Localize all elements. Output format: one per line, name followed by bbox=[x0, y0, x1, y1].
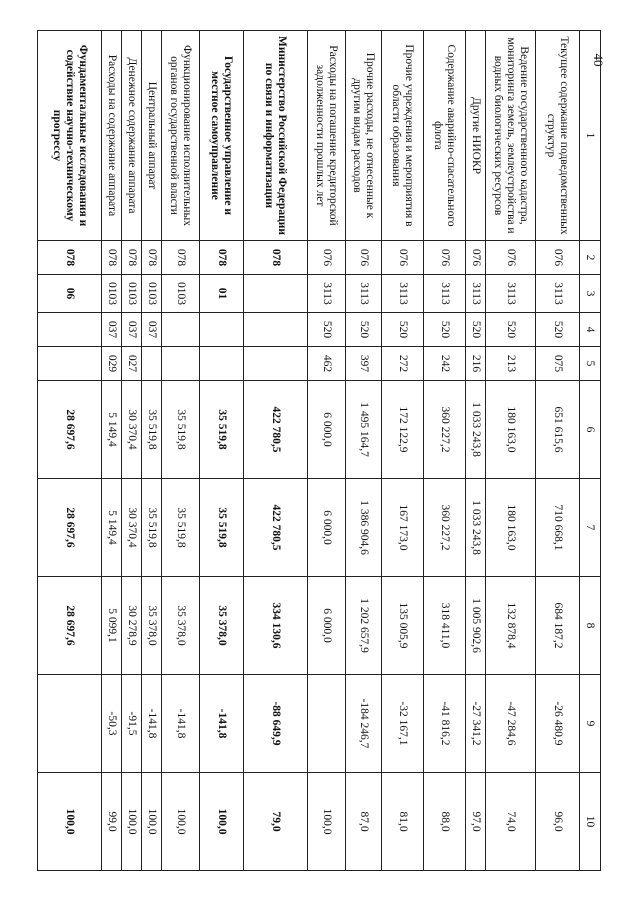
value-cell: 35 378,0 bbox=[162, 577, 200, 675]
code-cell: 520 bbox=[382, 313, 424, 347]
code-cell: 01 bbox=[200, 275, 244, 313]
value-cell: 74,0 bbox=[486, 773, 536, 871]
value-cell: -27 341,2 bbox=[466, 675, 486, 773]
code-cell: 037 bbox=[122, 313, 142, 347]
row-name-cell: Функционирование исполнительных органов государственной власти bbox=[162, 31, 200, 241]
value-cell: 710 668,1 bbox=[536, 479, 580, 577]
value-cell: 30 278,9 bbox=[122, 577, 142, 675]
value-cell: 35 519,8 bbox=[162, 381, 200, 479]
code-cell: 037 bbox=[102, 313, 122, 347]
value-cell: -41 816,2 bbox=[424, 675, 466, 773]
column-header: 1 bbox=[580, 31, 601, 241]
value-cell: 28 697,6 bbox=[38, 577, 102, 675]
code-cell: 3113 bbox=[486, 275, 536, 313]
code-cell bbox=[162, 313, 200, 347]
value-cell: 1 033 243,8 bbox=[466, 479, 486, 577]
value-cell: 1 495 164,7 bbox=[346, 381, 382, 479]
code-cell: 216 bbox=[466, 347, 486, 381]
value-cell: -88 649,9 bbox=[244, 675, 308, 773]
value-cell: 30 370,4 bbox=[122, 381, 142, 479]
row-name-cell: Расходы на содержание аппарата bbox=[102, 31, 122, 241]
code-cell: 3113 bbox=[466, 275, 486, 313]
value-cell: 100,0 bbox=[308, 773, 346, 871]
value-cell: 99,0 bbox=[102, 773, 122, 871]
value-cell: 5 099,1 bbox=[102, 577, 122, 675]
code-cell: 520 bbox=[346, 313, 382, 347]
code-cell: 520 bbox=[308, 313, 346, 347]
code-cell: 075 bbox=[536, 347, 580, 381]
value-cell: 100,0 bbox=[142, 773, 162, 871]
code-cell: 520 bbox=[466, 313, 486, 347]
code-cell: 3113 bbox=[346, 275, 382, 313]
code-cell: 272 bbox=[382, 347, 424, 381]
table-row bbox=[424, 31, 466, 871]
table-row bbox=[536, 31, 580, 871]
code-cell bbox=[244, 313, 308, 347]
value-cell: 100,0 bbox=[122, 773, 142, 871]
table-row bbox=[346, 31, 382, 871]
code-cell: 037 bbox=[142, 313, 162, 347]
code-cell: 242 bbox=[424, 347, 466, 381]
code-cell: 078 bbox=[244, 241, 308, 275]
column-number-row bbox=[580, 31, 601, 871]
code-cell: 076 bbox=[424, 241, 466, 275]
code-cell: 078 bbox=[142, 241, 162, 275]
code-cell: 0103 bbox=[142, 275, 162, 313]
code-cell: 397 bbox=[346, 347, 382, 381]
code-cell bbox=[244, 347, 308, 381]
value-cell: 30 370,4 bbox=[122, 479, 142, 577]
row-name-cell: Центральный аппарат bbox=[142, 31, 162, 241]
code-cell bbox=[142, 347, 162, 381]
row-name-cell: Другие НИОКР bbox=[466, 31, 486, 241]
code-cell: 520 bbox=[536, 313, 580, 347]
value-cell: 81,0 bbox=[382, 773, 424, 871]
table-row bbox=[38, 31, 102, 871]
column-header: 7 bbox=[580, 479, 601, 577]
value-cell: 35 378,0 bbox=[142, 577, 162, 675]
value-cell: 422 780,5 bbox=[244, 381, 308, 479]
value-cell: 87,0 bbox=[346, 773, 382, 871]
value-cell: 1 005 902,6 bbox=[466, 577, 486, 675]
value-cell: 135 005,9 bbox=[382, 577, 424, 675]
value-cell: -32 167,1 bbox=[382, 675, 424, 773]
value-cell: 88,0 bbox=[424, 773, 466, 871]
value-cell: -141,8 bbox=[200, 675, 244, 773]
code-cell: 078 bbox=[102, 241, 122, 275]
value-cell: 172 122,9 bbox=[382, 381, 424, 479]
value-cell bbox=[308, 675, 346, 773]
code-cell bbox=[200, 347, 244, 381]
code-cell: 076 bbox=[382, 241, 424, 275]
value-cell: 100,0 bbox=[200, 773, 244, 871]
code-cell: 0103 bbox=[162, 275, 200, 313]
code-cell bbox=[200, 313, 244, 347]
value-cell: 96,0 bbox=[536, 773, 580, 871]
column-header: 6 bbox=[580, 381, 601, 479]
code-cell bbox=[38, 313, 102, 347]
value-cell: 5 149,4 bbox=[102, 381, 122, 479]
value-cell: -26 480,9 bbox=[536, 675, 580, 773]
table-row bbox=[382, 31, 424, 871]
value-cell: -91,5 bbox=[122, 675, 142, 773]
code-cell bbox=[244, 275, 308, 313]
column-header: 10 bbox=[580, 773, 601, 871]
value-cell: 651 615,6 bbox=[536, 381, 580, 479]
value-cell: -184 246,7 bbox=[346, 675, 382, 773]
code-cell: 213 bbox=[486, 347, 536, 381]
value-cell: -47 284,6 bbox=[486, 675, 536, 773]
value-cell: 97,0 bbox=[466, 773, 486, 871]
code-cell: 520 bbox=[424, 313, 466, 347]
column-header: 2 bbox=[580, 241, 601, 275]
row-name-cell: Фундаментальные исследования и содействие научно-техническому прогрессу bbox=[38, 31, 102, 241]
code-cell: 078 bbox=[200, 241, 244, 275]
rotated-table-container bbox=[51, 30, 601, 870]
row-name-cell: Ведение государственного кадастра, мониторинга земель, землеустройства и водных биологических ресурсов bbox=[486, 31, 536, 241]
value-cell: 35 519,8 bbox=[162, 479, 200, 577]
value-cell: 6 000,0 bbox=[308, 381, 346, 479]
value-cell: 422 780,5 bbox=[244, 479, 308, 577]
row-name-cell: Денежное содержание аппарата bbox=[122, 31, 142, 241]
code-cell: 076 bbox=[486, 241, 536, 275]
value-cell: 180 163,0 bbox=[486, 381, 536, 479]
code-cell: 076 bbox=[308, 241, 346, 275]
value-cell: -141,8 bbox=[142, 675, 162, 773]
value-cell: 180 163,0 bbox=[486, 479, 536, 577]
value-cell: 167 173,0 bbox=[382, 479, 424, 577]
column-header: 9 bbox=[580, 675, 601, 773]
value-cell: 79,0 bbox=[244, 773, 308, 871]
code-cell: 3113 bbox=[536, 275, 580, 313]
table-row bbox=[466, 31, 486, 871]
table-row bbox=[142, 31, 162, 871]
row-name-cell: Министерство Российской Федерации по связи и информатизации bbox=[244, 31, 308, 241]
value-cell: 1 386 904,6 bbox=[346, 479, 382, 577]
value-cell: 35 519,8 bbox=[200, 381, 244, 479]
value-cell: 360 227,2 bbox=[424, 479, 466, 577]
table-row bbox=[244, 31, 308, 871]
value-cell: 318 411,0 bbox=[424, 577, 466, 675]
row-name-cell: Прочие расходы, не отнесенные к другим видам расходов bbox=[346, 31, 382, 241]
row-name-cell: Расходы на погашение кредиторской задолженности прошлых лет bbox=[308, 31, 346, 241]
value-cell: 6 000,0 bbox=[308, 479, 346, 577]
code-cell: 029 bbox=[102, 347, 122, 381]
code-cell: 078 bbox=[38, 241, 102, 275]
column-header: 5 bbox=[580, 347, 601, 381]
value-cell: 360 227,2 bbox=[424, 381, 466, 479]
code-cell: 0103 bbox=[122, 275, 142, 313]
row-name-cell: Содержание аварийно-спасательного флота bbox=[424, 31, 466, 241]
value-cell: 1 033 243,8 bbox=[466, 381, 486, 479]
value-cell: 35 519,8 bbox=[142, 381, 162, 479]
code-cell: 027 bbox=[122, 347, 142, 381]
code-cell: 076 bbox=[536, 241, 580, 275]
page-number: 40 bbox=[591, 53, 606, 67]
table-row bbox=[308, 31, 346, 871]
row-name-cell: Прочие учреждения и мероприятия в области образования bbox=[382, 31, 424, 241]
code-cell: 076 bbox=[466, 241, 486, 275]
code-cell: 076 bbox=[346, 241, 382, 275]
value-cell: 5 149,4 bbox=[102, 479, 122, 577]
value-cell: 28 697,6 bbox=[38, 479, 102, 577]
value-cell: 334 130,6 bbox=[244, 577, 308, 675]
value-cell: 35 519,8 bbox=[142, 479, 162, 577]
code-cell: 462 bbox=[308, 347, 346, 381]
value-cell: -50,3 bbox=[102, 675, 122, 773]
code-cell bbox=[38, 347, 102, 381]
code-cell: 520 bbox=[486, 313, 536, 347]
table-row bbox=[486, 31, 536, 871]
value-cell: 132 878,4 bbox=[486, 577, 536, 675]
row-name-cell: Текущее содержание подведомственных структур bbox=[536, 31, 580, 241]
code-cell: 3113 bbox=[382, 275, 424, 313]
budget-table bbox=[37, 30, 601, 871]
code-cell: 3113 bbox=[308, 275, 346, 313]
table-row bbox=[102, 31, 122, 871]
code-cell bbox=[162, 347, 200, 381]
code-cell: 06 bbox=[38, 275, 102, 313]
column-header: 4 bbox=[580, 313, 601, 347]
code-cell: 078 bbox=[162, 241, 200, 275]
column-header: 3 bbox=[580, 275, 601, 313]
value-cell: -141,8 bbox=[162, 675, 200, 773]
value-cell: 35 519,8 bbox=[200, 479, 244, 577]
value-cell: 100,0 bbox=[162, 773, 200, 871]
value-cell: 6 000,0 bbox=[308, 577, 346, 675]
code-cell: 0103 bbox=[102, 275, 122, 313]
value-cell: 684 187,2 bbox=[536, 577, 580, 675]
value-cell: 28 697,6 bbox=[38, 381, 102, 479]
table-row bbox=[200, 31, 244, 871]
value-cell: 35 378,0 bbox=[200, 577, 244, 675]
code-cell: 078 bbox=[122, 241, 142, 275]
code-cell: 3113 bbox=[424, 275, 466, 313]
value-cell: 100,0 bbox=[38, 773, 102, 871]
value-cell bbox=[38, 675, 102, 773]
table-row bbox=[162, 31, 200, 871]
table-body bbox=[38, 31, 580, 871]
row-name-cell: Государственное управление и местное самоуправление bbox=[200, 31, 244, 241]
table-row bbox=[122, 31, 142, 871]
value-cell: 1 202 657,9 bbox=[346, 577, 382, 675]
column-header: 8 bbox=[580, 577, 601, 675]
